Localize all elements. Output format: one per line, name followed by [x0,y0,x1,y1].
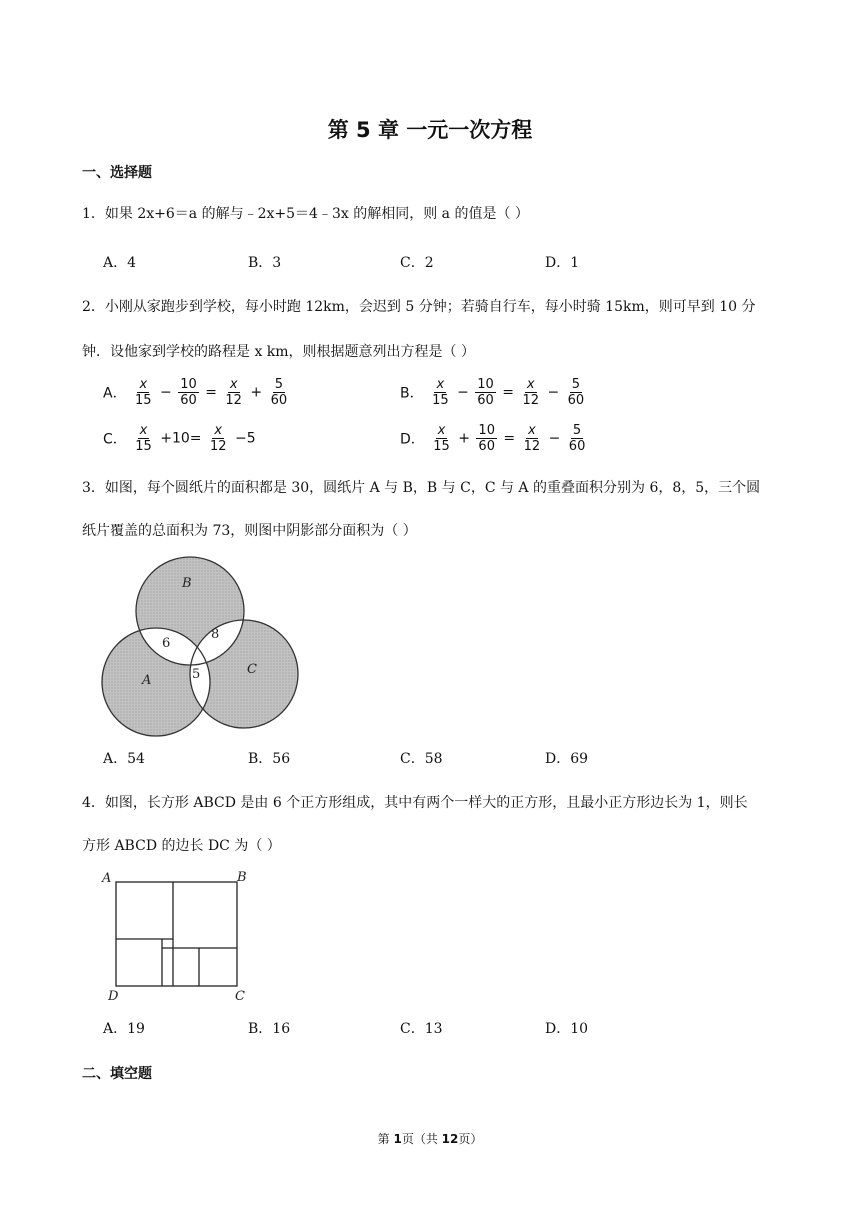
question-4-line-1: 4．如图，长方形 ABCD 是由 6 个正方形组成，其中有两个一样大的正方形，且最小正方形边长为 1，则长 [82,795,748,811]
q3-option-c: C．58 [400,751,443,767]
current-page: 1 [393,1132,402,1146]
fraction: $\frac{5}{60}$ [568,423,586,454]
square-tiling [116,882,237,986]
fraction: $\frac{x}{15}$ [433,423,450,454]
overlap-ab-value: 6 [162,636,171,651]
overlap-ac-value: 5 [192,667,201,682]
option-label: A． [103,385,127,402]
option-label: B． [400,385,424,402]
q2-option-c: C． $\frac{x}{15}$ +10= $\frac{x}{12}$ −5 [103,423,256,454]
question-4-line-2: 方形 ABCD 的边长 DC 为（ ） [82,838,281,854]
footer-suffix: 页） [458,1132,483,1146]
overlap-bc-value: 8 [211,627,220,642]
fraction: $\frac{10}{60}$ [477,377,494,408]
fraction: $\frac{x}{12}$ [209,423,227,454]
question-2-line-1: 2．小刚从家跑步到学校，每小时跑 12km，会迟到 5 分钟；若骑自行车，每小时骑 15km，则可早到 10 分 [82,299,756,315]
fraction: $\frac{5}{60}$ [567,377,585,408]
q1-option-c: C．2 [400,255,434,271]
fraction: $\frac{x}{12}$ [522,377,539,408]
rectangle-squares-figure [98,868,258,1008]
footer-middle: 页（共 [401,1132,442,1146]
three-circles-figure [96,552,302,738]
q4-option-c: C．13 [400,1021,443,1037]
question-1-text: 1．如果 2x+6＝a 的解与﹣2x+5＝4﹣3x 的解相同，则 a 的值是（ ） [82,206,529,222]
q2-option-b: B． $\frac{x}{15}$ − $\frac{10}{60}$ = $\frac{x}{12}$ − $\frac{5}{60}$ [400,377,585,408]
option-label: C． [103,431,127,448]
q4-option-b: B．16 [248,1021,291,1037]
option-label: D． [400,431,425,448]
section-heading-fill: 二、填空题 [82,1066,152,1082]
q2-option-a: A． $\frac{x}{15}$ − $\frac{10}{60}$ = $\frac{x}{12}$ + $\frac{5}{60}$ [103,377,288,408]
page-title: 第 5 章 一元一次方程 [327,118,533,142]
fraction: $\frac{x}{12}$ [225,377,242,408]
question-3-line-1: 3．如图，每个圆纸片的面积都是 30，圆纸片 A 与 B，B 与 C，C 与 A 的重叠面积分别为 6，8，5，三个圆 [82,480,761,496]
fraction: $\frac{10}{60}$ [478,423,495,454]
corner-d-label: D [108,989,119,1004]
question-3-line-2: 纸片覆盖的总面积为 73，则图中阴影部分面积为（ ） [82,523,417,539]
page-footer [0,1130,860,1147]
fraction: $\frac{10}{60}$ [180,377,197,408]
question-2-line-2: 钟．设他家到学校的路程是 x km，则根据题意列出方程是（ ） [82,344,476,360]
q4-option-a: A．19 [103,1021,145,1037]
fraction: $\frac{x}{12}$ [523,423,541,454]
q1-option-a: A．4 [103,255,137,271]
q1-option-d: D．1 [545,255,580,271]
q3-option-b: B．56 [248,751,291,767]
q3-option-a: A．54 [103,751,145,767]
corner-b-label: B [237,870,247,885]
q2-option-d: D． $\frac{x}{15}$ + $\frac{10}{60}$ = $\frac{x}{12}$ − $\frac{5}{60}$ [400,423,586,454]
fraction: $\frac{x}{15}$ [135,423,152,454]
circle-b-label: B [182,576,192,591]
q4-option-d: D．10 [545,1021,589,1037]
fraction: $\frac{x}{15}$ [432,377,449,408]
circle-a-label: A [142,673,152,688]
total-pages: 12 [441,1132,459,1146]
circle-c-label: C [247,662,257,677]
fraction: $\frac{x}{15}$ [135,377,152,408]
corner-c-label: C [235,989,245,1004]
q3-option-d: D．69 [545,751,589,767]
q1-option-b: B．3 [248,255,282,271]
footer-prefix: 第 [377,1132,394,1146]
corner-a-label: A [102,871,112,886]
section-heading-choice: 一、选择题 [82,165,152,181]
fraction: $\frac{5}{60}$ [270,377,288,408]
